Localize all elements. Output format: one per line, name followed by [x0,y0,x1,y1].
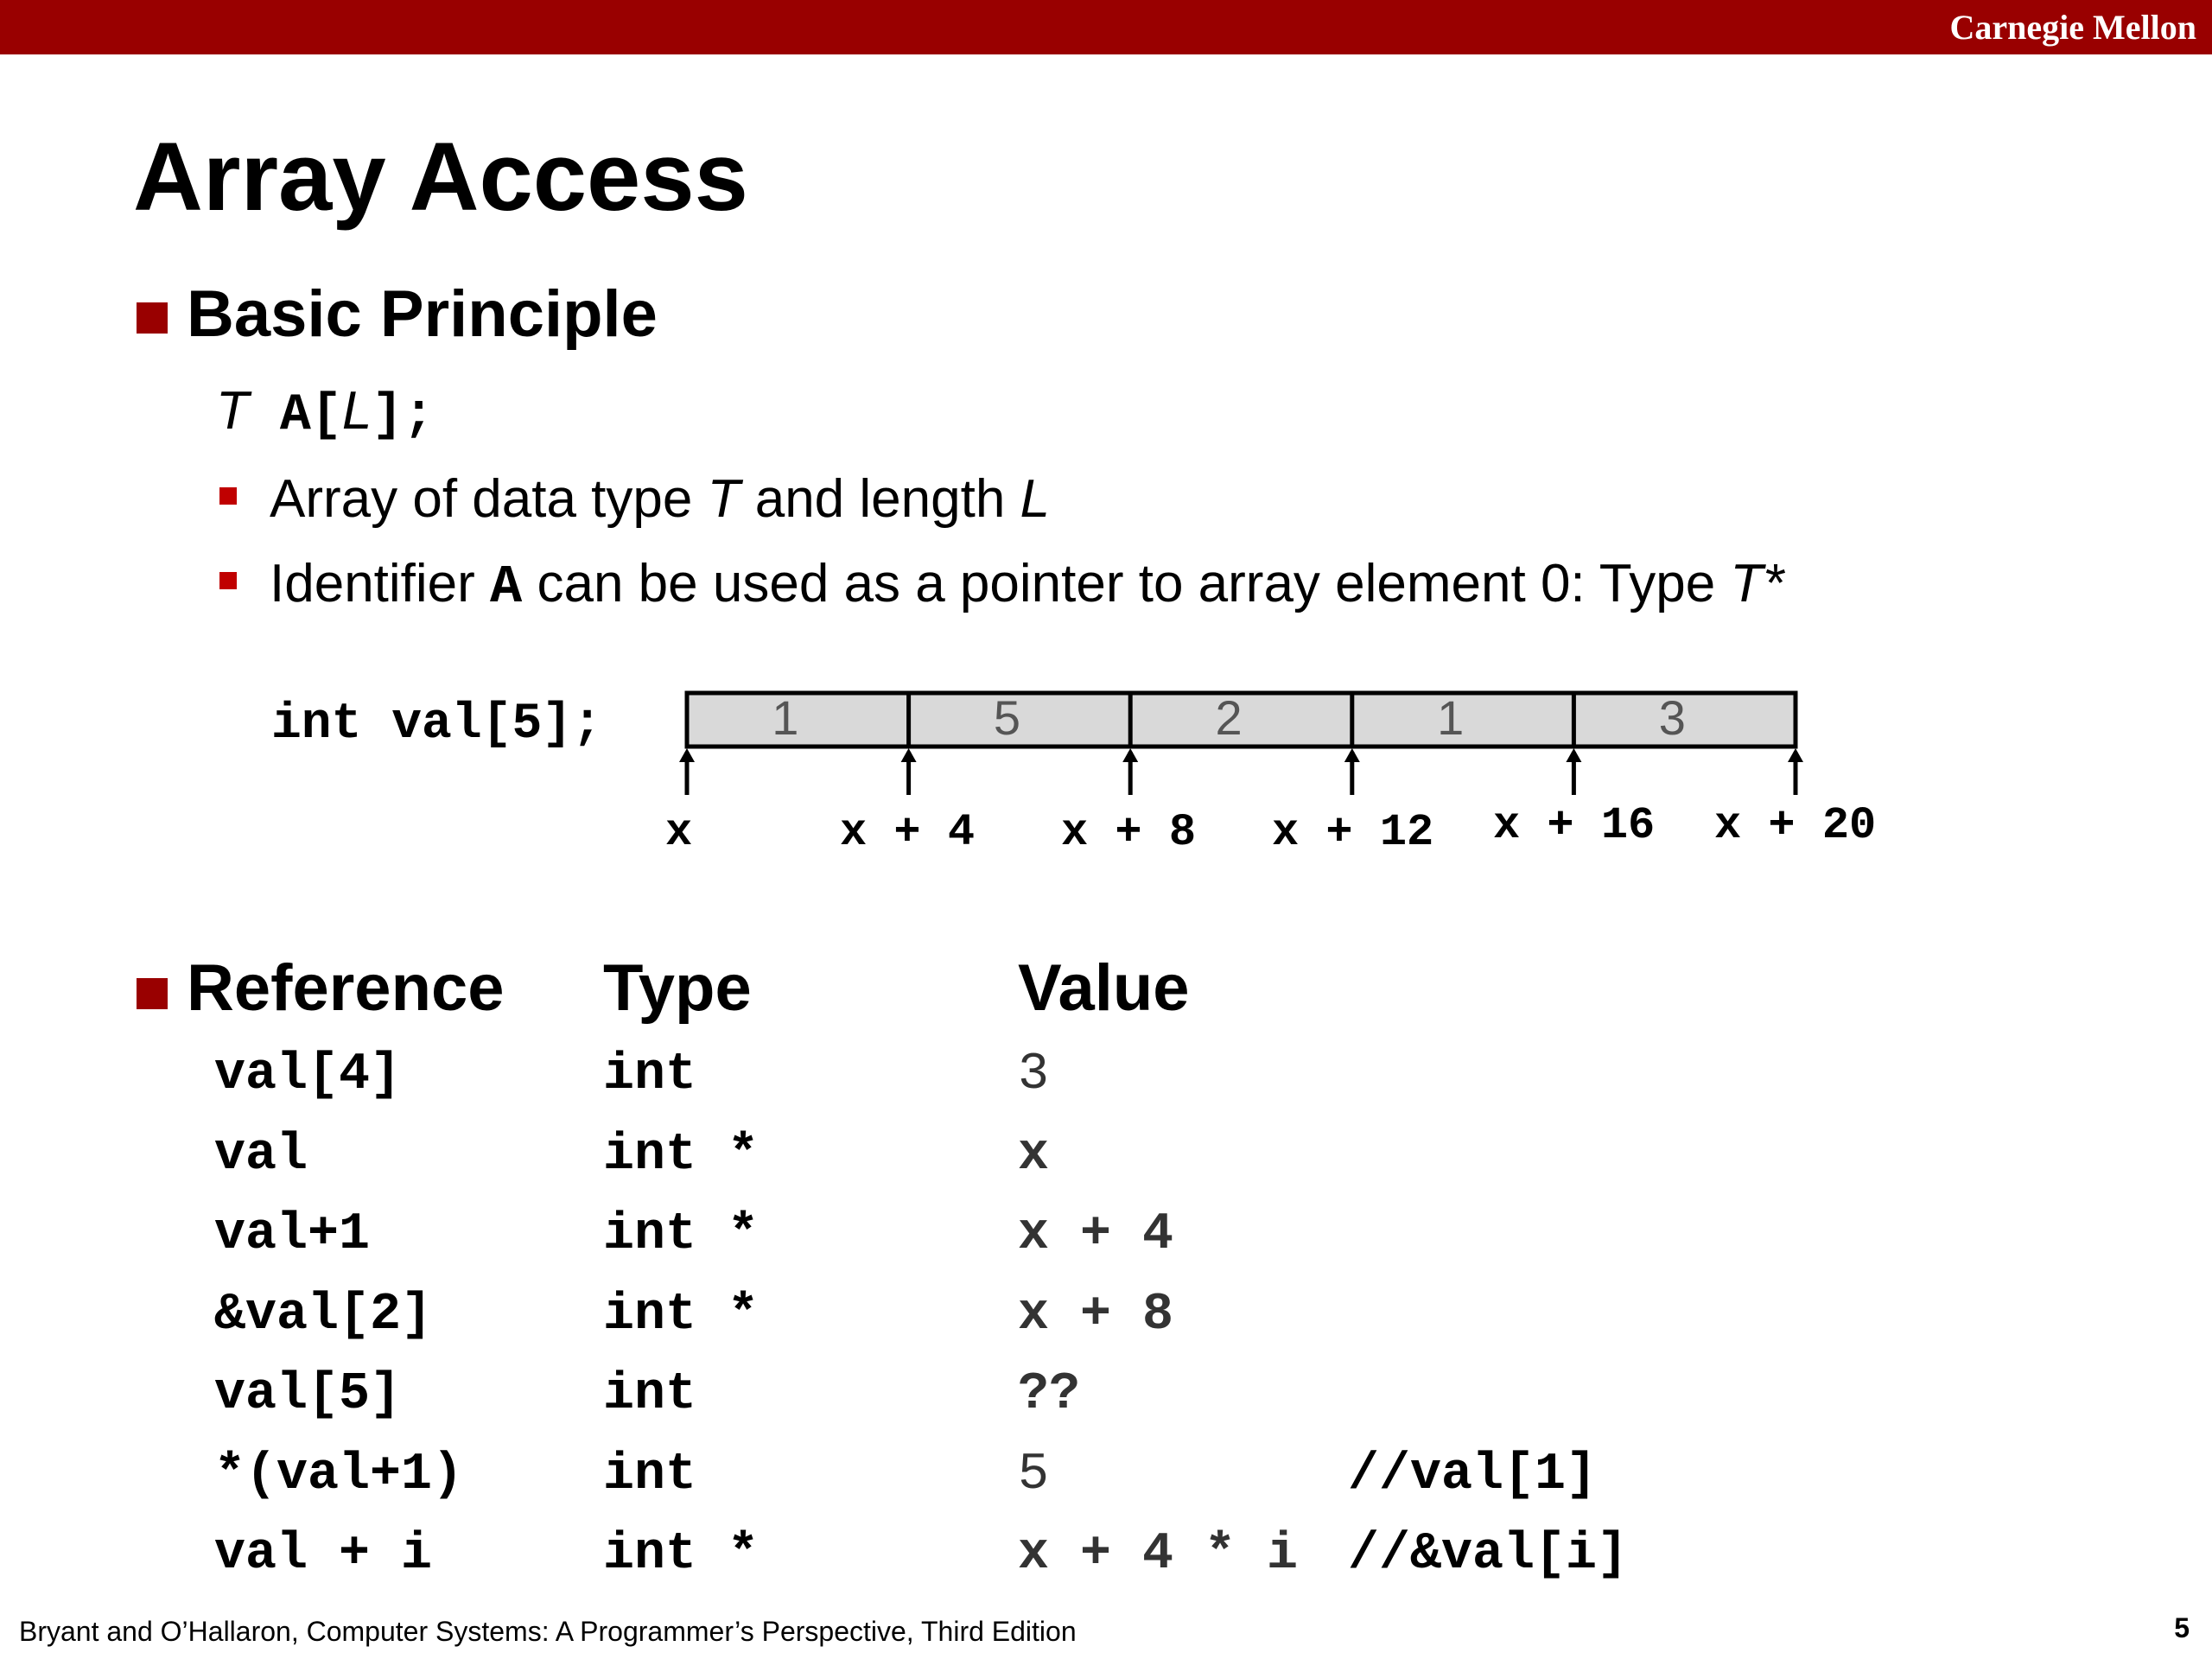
arrow-head [1122,748,1138,762]
table-cell-reference: val + i [214,1525,433,1584]
table-cell-value: x + 4 * i [1018,1525,1299,1584]
decl-name: A [279,386,311,445]
address-label: x + 8 [1061,807,1197,858]
address-label: x + 4 [840,807,976,858]
column-header-type: Type [603,951,752,1025]
section-bullet [137,302,168,334]
bullet-text: and length [740,469,1020,529]
table-cell-comment: //&val[i] [1348,1525,1629,1584]
table-cell-type: int [603,1365,697,1424]
decl-type: T [216,381,249,441]
array-element-value: 1 [772,690,799,745]
arrow-head [901,748,917,762]
decl-close: ]; [372,386,435,445]
address-label: x + 20 [1714,800,1877,851]
table-cell-type: int * [603,1285,760,1344]
bullet-text: Array of data type [270,469,708,529]
sub-bullet-marker [219,487,237,505]
bullet-type-var: T [707,469,741,529]
table-cell-reference: val [214,1125,308,1185]
arrow-head [679,748,695,762]
arrow-head [1566,748,1581,762]
page-number: 5 [2174,1612,2190,1643]
footer-citation: Bryant and O’Hallaron, Computer Systems: A Programmer’s Perspective, Third Edition [19,1616,1077,1647]
bullet-identifier-pointer [270,553,1783,618]
arrow-head [1788,748,1803,762]
decl-length: L [341,381,372,441]
array-memory-diagram [657,674,1815,812]
bullet-text: Identifier [270,554,491,613]
table-cell-value: x + 4 [1018,1205,1174,1264]
table-cell-type: int * [603,1125,760,1185]
table-cell-reference: &val[2] [214,1285,433,1344]
table-cell-reference: val[4] [214,1046,402,1104]
slide-title: Array Access [133,123,748,231]
address-label: x [665,807,693,858]
column-header-reference: Reference [187,951,505,1025]
header-bar [0,0,2212,54]
table-cell-comment: //val[1] [1348,1445,1598,1504]
array-element-value: 5 [993,690,1021,745]
bullet-array-of-type [270,468,1050,530]
section-heading-basic-principle: Basic Principle [187,277,658,351]
table-cell-type: int * [603,1205,760,1264]
arrow-head [1344,748,1360,762]
address-label: x + 12 [1272,807,1434,858]
table-cell-value: 5 [1018,1445,1050,1504]
table-cell-reference: val[5] [214,1365,402,1424]
table-cell-value: x [1018,1125,1050,1185]
array-declaration-syntax [216,380,434,445]
array-element-value: 3 [1658,690,1686,745]
bullet-pointer-type: T* [1730,554,1784,613]
table-cell-reference: val+1 [214,1205,371,1264]
bullet-code: A [490,556,523,618]
column-header-value: Value [1018,951,1190,1025]
array-element-value: 1 [1437,690,1465,745]
table-cell-value: 3 [1018,1046,1050,1104]
bullet-length-var: L [1020,469,1051,529]
brand-name: Carnegie Mellon [1949,8,2196,47]
table-cell-type: int [603,1445,697,1504]
array-declaration: int val[5]; [271,696,602,753]
table-cell-type: int * [603,1525,760,1584]
sub-bullet-marker [219,572,237,589]
section-bullet [137,978,168,1009]
table-cell-value: x + 8 [1018,1285,1174,1344]
address-label: x + 16 [1493,800,1656,851]
table-cell-type: int [603,1046,697,1104]
table-cell-reference: *(val+1) [214,1445,464,1504]
decl-open: [ [310,386,342,445]
array-element-value: 2 [1215,690,1243,745]
bullet-text: can be used as a pointer to array element 0: Type [522,554,1731,613]
table-cell-value: ?? [1018,1365,1081,1424]
